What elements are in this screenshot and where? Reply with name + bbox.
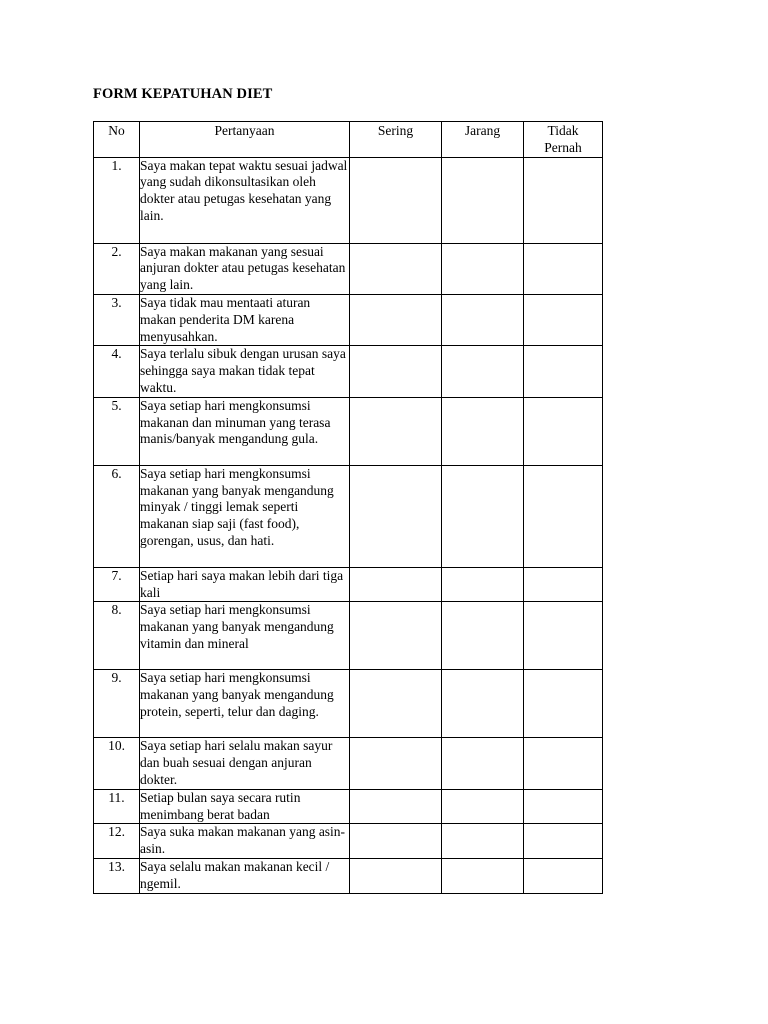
answer-never-cell[interactable]: [524, 346, 603, 397]
row-question: Saya setiap hari selalu makan sayur dan buah sesuai dengan anjuran dokter.: [140, 738, 350, 789]
header-rarely: Jarang: [442, 122, 524, 158]
answer-never-cell[interactable]: [524, 602, 603, 670]
table-row: [94, 157, 603, 243]
answer-rarely-cell[interactable]: [442, 346, 524, 397]
row-question: Setiap hari saya makan lebih dari tiga kali: [140, 567, 350, 602]
row-question: Saya suka makan makanan yang asin- asin.: [140, 824, 350, 859]
answer-rarely-cell[interactable]: [442, 602, 524, 670]
answer-never-cell[interactable]: [524, 738, 603, 789]
answer-often-cell[interactable]: [350, 397, 442, 465]
table-row: [94, 738, 603, 789]
answer-often-cell[interactable]: [350, 670, 442, 738]
answer-rarely-cell[interactable]: [442, 294, 524, 345]
answer-often-cell[interactable]: [350, 858, 442, 893]
answer-rarely-cell[interactable]: [442, 789, 524, 824]
row-number: 10.: [94, 738, 140, 789]
table-header-row: [94, 122, 603, 158]
row-question: Saya terlalu sibuk dengan urusan saya sehingga saya makan tidak tepat waktu.: [140, 346, 350, 397]
row-question: Saya selalu makan makanan kecil / ngemil.: [140, 858, 350, 893]
answer-rarely-cell[interactable]: [442, 397, 524, 465]
header-no: No: [94, 122, 140, 158]
form-title: FORM KEPATUHAN DIET: [93, 86, 273, 102]
row-number: 9.: [94, 670, 140, 738]
answer-never-cell[interactable]: [524, 670, 603, 738]
row-number: 4.: [94, 346, 140, 397]
table-row: [94, 346, 603, 397]
row-question: Saya makan tepat waktu sesuai jadwal yang sudah dikonsultasikan oleh dokter atau petugas kesehatan yang lain.: [140, 157, 350, 243]
diet-compliance-table: [93, 121, 603, 894]
row-number: 13.: [94, 858, 140, 893]
row-number: 5.: [94, 397, 140, 465]
table-row: [94, 789, 603, 824]
row-number: 3.: [94, 294, 140, 345]
row-number: 8.: [94, 602, 140, 670]
header-question: Pertanyaan: [140, 122, 350, 158]
answer-never-cell[interactable]: [524, 294, 603, 345]
answer-rarely-cell[interactable]: [442, 465, 524, 567]
row-question: Saya setiap hari mengkonsumsi makanan yang banyak mengandung vitamin dan mineral: [140, 602, 350, 670]
row-number: 2.: [94, 243, 140, 294]
answer-rarely-cell[interactable]: [442, 824, 524, 859]
answer-rarely-cell[interactable]: [442, 243, 524, 294]
answer-never-cell[interactable]: [524, 465, 603, 567]
header-often: Sering: [350, 122, 442, 158]
row-number: 7.: [94, 567, 140, 602]
answer-never-cell[interactable]: [524, 789, 603, 824]
answer-never-cell[interactable]: [524, 397, 603, 465]
answer-often-cell[interactable]: [350, 738, 442, 789]
row-question: Saya setiap hari mengkonsumsi makanan yang banyak mengandung protein, seperti, telur dan daging.: [140, 670, 350, 738]
answer-rarely-cell[interactable]: [442, 738, 524, 789]
row-question: Setiap bulan saya secara rutin menimbang berat badan: [140, 789, 350, 824]
table-row: [94, 824, 603, 859]
table-row: [94, 858, 603, 893]
answer-often-cell[interactable]: [350, 243, 442, 294]
answer-rarely-cell[interactable]: [442, 567, 524, 602]
answer-never-cell[interactable]: [524, 824, 603, 859]
answer-often-cell[interactable]: [350, 824, 442, 859]
answer-never-cell[interactable]: [524, 243, 603, 294]
table-row: [94, 602, 603, 670]
answer-often-cell[interactable]: [350, 789, 442, 824]
answer-rarely-cell[interactable]: [442, 157, 524, 243]
answer-never-cell[interactable]: [524, 567, 603, 602]
answer-often-cell[interactable]: [350, 157, 442, 243]
row-number: 1.: [94, 157, 140, 243]
table-row: [94, 294, 603, 345]
answer-often-cell[interactable]: [350, 346, 442, 397]
answer-never-cell[interactable]: [524, 157, 603, 243]
answer-often-cell[interactable]: [350, 465, 442, 567]
answer-often-cell[interactable]: [350, 602, 442, 670]
answer-never-cell[interactable]: [524, 858, 603, 893]
answer-often-cell[interactable]: [350, 567, 442, 602]
table-row: [94, 243, 603, 294]
table-row: [94, 465, 603, 567]
table-row: [94, 397, 603, 465]
row-number: 6.: [94, 465, 140, 567]
table-row: [94, 670, 603, 738]
table-row: [94, 567, 603, 602]
answer-often-cell[interactable]: [350, 294, 442, 345]
row-question: Saya tidak mau mentaati aturan makan penderita DM karena menyusahkan.: [140, 294, 350, 345]
row-question: Saya setiap hari mengkonsumsi makanan yang banyak mengandung minyak / tinggi lemak seperti makanan siap saji (fast food), gorengan, usus, dan hati.: [140, 465, 350, 567]
answer-rarely-cell[interactable]: [442, 858, 524, 893]
header-never: Tidak Pernah: [524, 122, 603, 158]
row-question: Saya makan makanan yang sesuai anjuran dokter atau petugas kesehatan yang lain.: [140, 243, 350, 294]
row-number: 11.: [94, 789, 140, 824]
row-number: 12.: [94, 824, 140, 859]
row-question: Saya setiap hari mengkonsumsi makanan dan minuman yang terasa manis/banyak mengandung gula.: [140, 397, 350, 465]
answer-rarely-cell[interactable]: [442, 670, 524, 738]
